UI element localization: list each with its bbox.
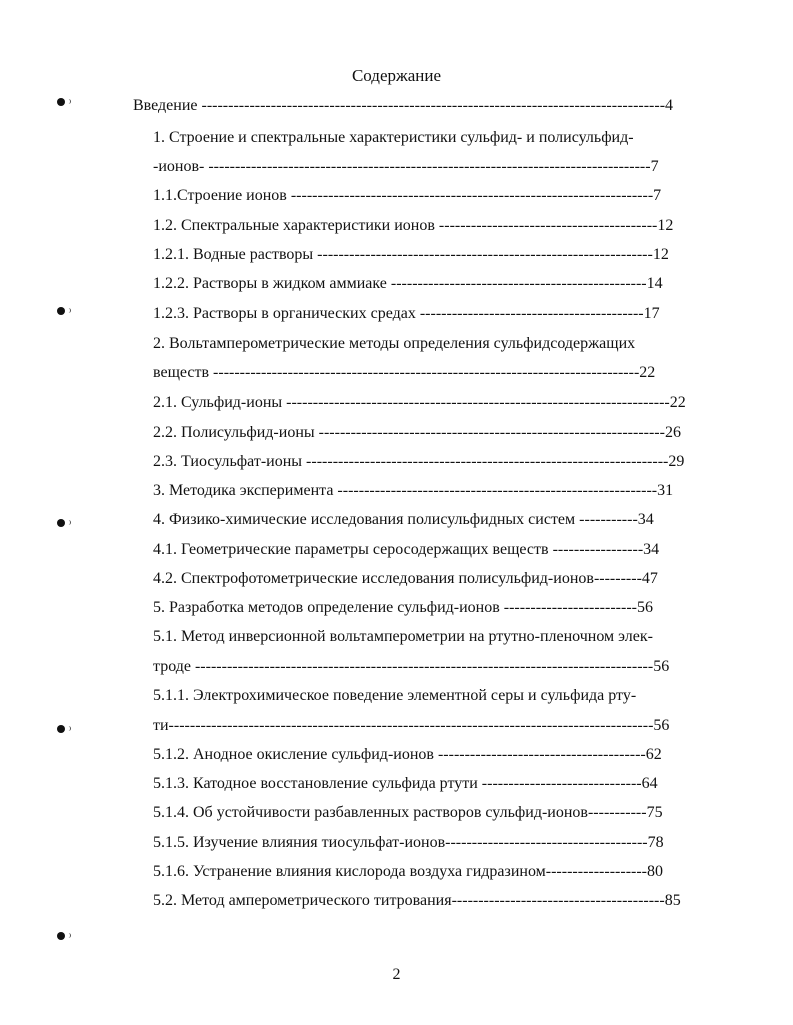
toc-entry: веществ --------------------------------------------------------------------------------22	[153, 364, 656, 381]
binder-hole-icon	[57, 98, 65, 106]
binder-hole-icon	[57, 725, 65, 733]
toc-entry: 1. Строение и спектральные характеристики сульфид- и полисульфид-	[153, 129, 634, 146]
binder-hole-icon	[57, 519, 65, 527]
toc-entry: 2.1. Сульфид-ионы ------------------------------------------------------------------------22	[153, 394, 686, 411]
toc-entry: 3. Методика эксперимента ------------------------------------------------------------31	[153, 482, 674, 499]
toc-entry: 1.2.2. Растворы в жидком аммиаке ------------------------------------------------14	[153, 275, 663, 292]
toc-entry: 5.1.2. Анодное окисление сульфид-ионов ---------------------------------------62	[153, 746, 662, 763]
toc-entry: 5.1.4. Об устойчивости разбавленных растворов сульфид-ионов-----------75	[153, 804, 663, 821]
page-title: Содержание	[351, 66, 442, 85]
toc-entry: 5.1.5. Изучение влияния тиосульфат-ионов--------------------------------------78	[153, 834, 664, 851]
toc-entry: троде --------------------------------------------------------------------------------------56	[153, 658, 670, 675]
binder-hole-icon	[57, 932, 65, 940]
toc-entry: 2.3. Тиосульфат-ионы --------------------------------------------------------------------29	[153, 453, 685, 470]
toc-entry: Введение ---------------------------------------------------------------------------------------4	[133, 97, 674, 114]
toc-entry: 5.1. Метод инверсионной вольтамперометрии на ртутно-пленочном элек-	[153, 628, 653, 645]
toc-entry: 5.1.1. Электрохимическое поведение элементной серы и сульфида рту-	[153, 687, 637, 704]
toc-entry: 1.2. Спектральные характеристики ионов -----------------------------------------12	[153, 217, 674, 234]
toc-entry: 2.2. Полисульфид-ионы -----------------------------------------------------------------26	[153, 424, 681, 441]
toc-entry: 1.2.3. Растворы в органических средах ------------------------------------------17	[153, 305, 660, 322]
toc-entry: -ионов- -----------------------------------------------------------------------------------7	[153, 158, 659, 175]
page-number: 2	[392, 966, 401, 983]
toc-entry: 1.2.1. Водные растворы ---------------------------------------------------------------12	[153, 246, 669, 263]
toc-entry: 1.1.Строение ионов --------------------------------------------------------------------7	[153, 187, 662, 204]
binder-hole-icon	[57, 307, 65, 315]
toc-entry: 5.2. Метод амперометрического титрования----------------------------------------85	[153, 892, 681, 909]
toc-entry: 2. Вольтамперометрические методы определения сульфидсодержащих	[153, 335, 636, 352]
toc-entry: ти-------------------------------------------------------------------------------------------56	[153, 717, 670, 734]
toc-entry: 4.1. Геометрические параметры серосодержащих веществ -----------------34	[153, 541, 660, 558]
toc-entry: 5.1.3. Катодное восстановление сульфида ртути ------------------------------64	[153, 775, 658, 792]
toc-entry: 4.2. Спектрофотометрические исследования полисульфид-ионов---------47	[153, 570, 658, 587]
toc-entry: 5. Разработка методов определение сульфид-ионов -------------------------56	[153, 599, 653, 616]
toc-entry: 5.1.6. Устранение влияния кислорода воздуха гидразином-------------------80	[153, 863, 663, 880]
toc-entry: 4. Физико-химические исследования полисульфидных систем -----------34	[153, 511, 654, 528]
